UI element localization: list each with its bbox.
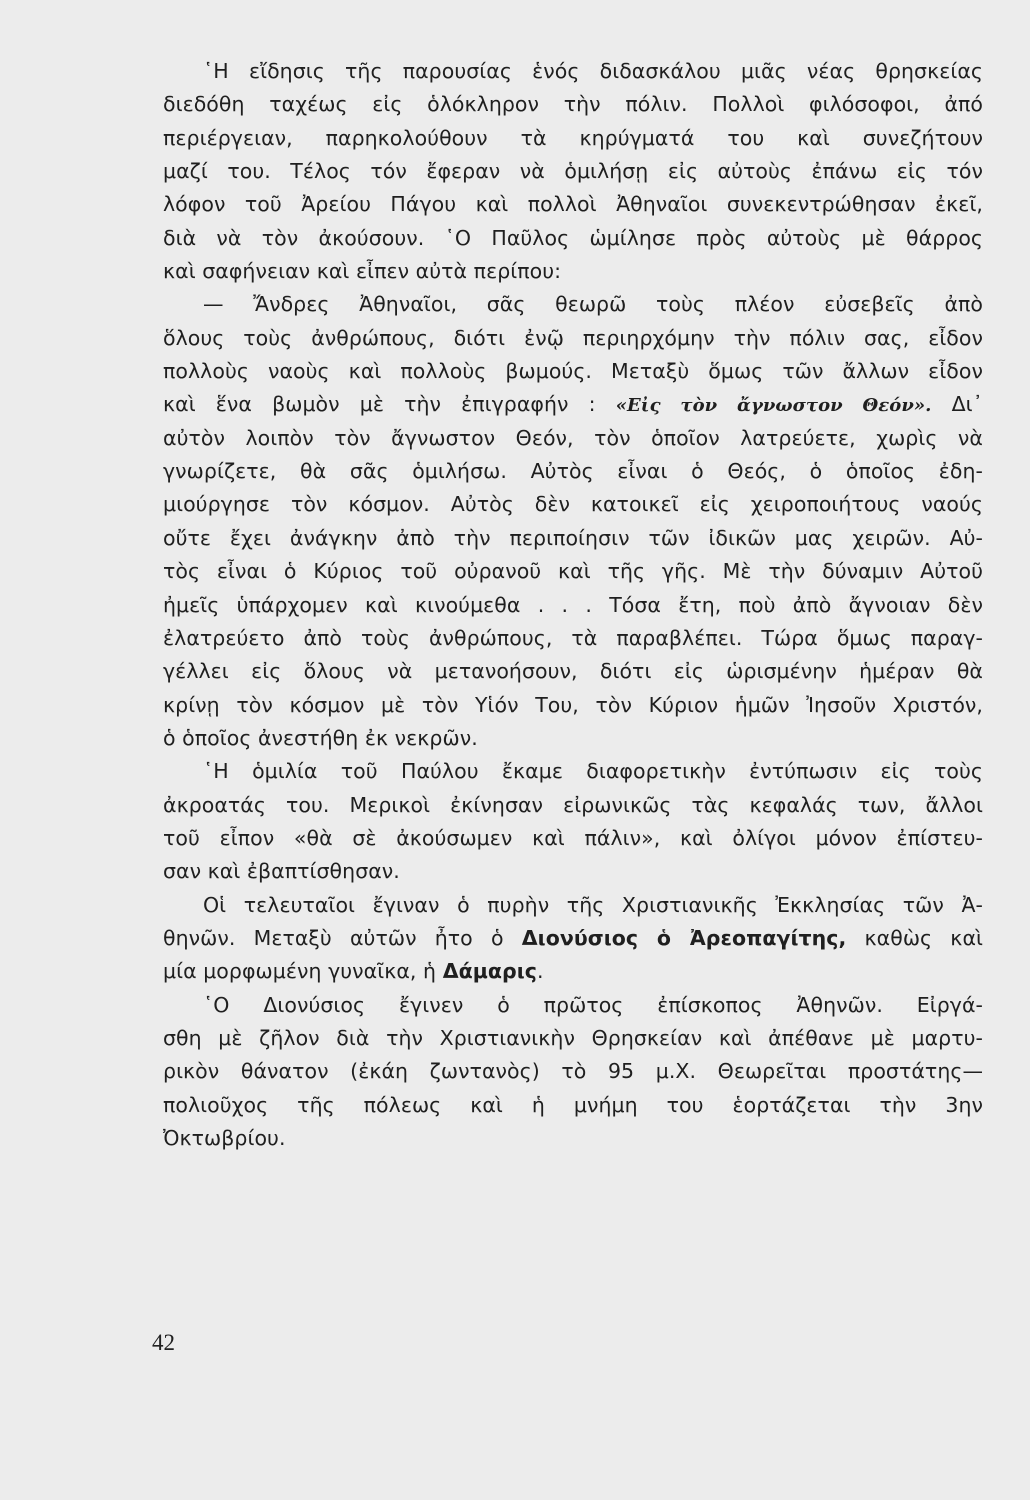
text-line: ὁ ὁποῖος ἀνεστήθη ἐκ νεκρῶν.	[163, 725, 478, 750]
text-line: ῾Η εἴδησις τῆς παρουσίας ἑνός διδασκάλου μιᾶς νέας θρησκείας	[203, 59, 983, 83]
body-text	[163, 55, 983, 1155]
text-line: διεδόθη ταχέως εἰς ὁλόκληρον τὴν πόλιν. Πολλοὶ φιλόσοφοι, ἀπό	[163, 92, 983, 117]
name-dionysios: Διονύσιος ὁ Ἀρεοπαγίτης,	[521, 925, 847, 950]
text-line: κρίνῃ τὸν κόσμον μὲ τὸν Υἱόν Του, τὸν Κύριον ἡμῶν Ἰησοῦν Χριστόν,	[163, 692, 983, 717]
text-line: γνωρίζετε, θὰ σᾶς ὁμιλήσω. Αὐτὸς εἶναι ὁ Θεός, ὁ ὁποῖος ἐδη-	[163, 459, 983, 484]
text-line: ῾Η ὁμιλία τοῦ Παύλου ἔκαμε διαφορετικὴν ἐντύπωσιν εἰς τοὺς	[203, 759, 983, 784]
text-line	[163, 388, 983, 421]
text-line: ἐλατρεύετο ἀπὸ τοὺς ἀνθρώπους, τὰ παραβλέπει. Τώρα ὅμως παραγ-	[163, 625, 983, 650]
name-damaris: Δάμαρις	[442, 959, 537, 984]
text-segment: θηνῶν. Μεταξὺ αὐτῶν ἦτο ὁ	[163, 925, 504, 950]
text-line: τὸς εἶναι ὁ Κύριος τοῦ οὐρανοῦ καὶ τῆς γῆς. Μὲ τὴν δύναμιν Αὐτοῦ	[163, 559, 983, 584]
text-line: μαζί του. Τέλος τόν ἔφεραν νὰ ὁμιλήσῃ εἰς αὐτοὺς ἐπάνω εἰς τόν	[163, 159, 983, 184]
text-segment: καθὼς καὶ	[864, 925, 983, 950]
text-line: ρικὸν θάνατον (ἐκάη ζωντανὸς) τὸ 95 μ.Χ. Θεωρεῖται προστάτης—	[163, 1059, 983, 1084]
inscription-text: «Εἰς τὸν ἄγνωστον Θεόν».	[615, 395, 932, 417]
text-segment: μία μορφωμένη γυναῖκα, ἡ	[163, 959, 437, 984]
text-line	[163, 922, 983, 955]
text-line: λόφον τοῦ Ἀρείου Πάγου καὶ πολλοὶ Ἀθηναῖοι συνεκεντρώθησαν ἐκεῖ,	[163, 192, 983, 217]
text-line: τοῦ εἶπον «θὰ σὲ ἀκούσωμεν καὶ πάλιν», καὶ ὀλίγοι μόνον ἐπίστευ-	[163, 825, 983, 850]
text-line: μιούργησε τὸν κόσμον. Αὐτὸς δὲν κατοικεῖ εἰς χειροποιήτους ναούς	[163, 492, 983, 517]
text-line: σθη μὲ ζῆλον διὰ τὴν Χριστιανικὴν Θρησκείαν καὶ ἀπέθανε μὲ μαρτυ-	[163, 1025, 983, 1050]
text-line: πολιοῦχος τῆς πόλεως καὶ ἡ μνήμη του ἑορτάζεται τὴν 3ην	[163, 1092, 983, 1117]
text-line: γέλλει εἰς ὅλους νὰ μετανοήσουν, διότι εἰς ὡρισμένην ἡμέραν θὰ	[163, 659, 983, 684]
text-line: ῾Ο Διονύσιος ἔγινεν ὁ πρῶτος ἐπίσκοπος Ἀθηνῶν. Εἰργά-	[203, 992, 983, 1017]
text-segment: καὶ ἕνα βωμὸν μὲ τὴν ἐπιγραφήν :	[163, 392, 596, 417]
text-segment: .	[536, 959, 544, 984]
text-segment: Δι᾿	[951, 392, 983, 417]
text-line: Ὀκτωβρίου.	[163, 1126, 286, 1150]
text-line: οὔτε ἔχει ἀνάγκην ἀπὸ τὴν περιποίησιν τῶν ἰδικῶν μας χειρῶν. Αὐ-	[163, 525, 983, 550]
text-line: Οἱ τελευταῖοι ἔγιναν ὁ πυρὴν τῆς Χριστιανικῆς Ἐκκλησίας τῶν Ἀ-	[203, 892, 983, 917]
text-line: ἀκροατάς του. Μερικοὶ ἐκίνησαν εἰρωνικῶς τὰς κεφαλάς των, ἄλλοι	[163, 792, 983, 817]
text-line: — Ἄνδρες Ἀθηναῖοι, σᾶς θεωρῶ τοὺς πλέον εὐσεβεῖς ἀπὸ	[203, 292, 983, 317]
text-line: ὅλους τοὺς ἀνθρώπους, διότι ἐνῷ περιηρχόμην τὴν πόλιν σας, εἶδον	[163, 325, 983, 350]
text-line: ἠμεῖς ὑπάρχομεν καὶ κινούμεθα . . . Τόσα ἔτη, ποὺ ἀπὸ ἄγνοιαν δὲν	[163, 592, 983, 617]
text-line	[163, 955, 983, 988]
text-line: καὶ σαφήνειαν καὶ εἶπεν αὐτὰ περίπου:	[163, 259, 562, 284]
text-line: αὐτὸν λοιπὸν τὸν ἄγνωστον Θεόν, τὸν ὁποῖον λατρεύετε, χωρὶς νὰ	[163, 425, 983, 450]
text-line: περιέργειαν, παρηκολούθουν τὰ κηρύγματά του καὶ συνεζήτουν	[163, 125, 983, 150]
text-line: σαν καὶ ἐβαπτίσθησαν.	[163, 859, 400, 884]
page-number: 42	[152, 1330, 175, 1355]
text-line: πολλοὺς ναοὺς καὶ πολλοὺς βωμούς. Μεταξὺ ὅμως τῶν ἄλλων εἶδον	[163, 359, 983, 384]
text-line: διὰ νὰ τὸν ἀκούσουν. ῾Ο Παῦλος ὡμίλησε πρὸς αὐτοὺς μὲ θάρρος	[163, 225, 983, 250]
